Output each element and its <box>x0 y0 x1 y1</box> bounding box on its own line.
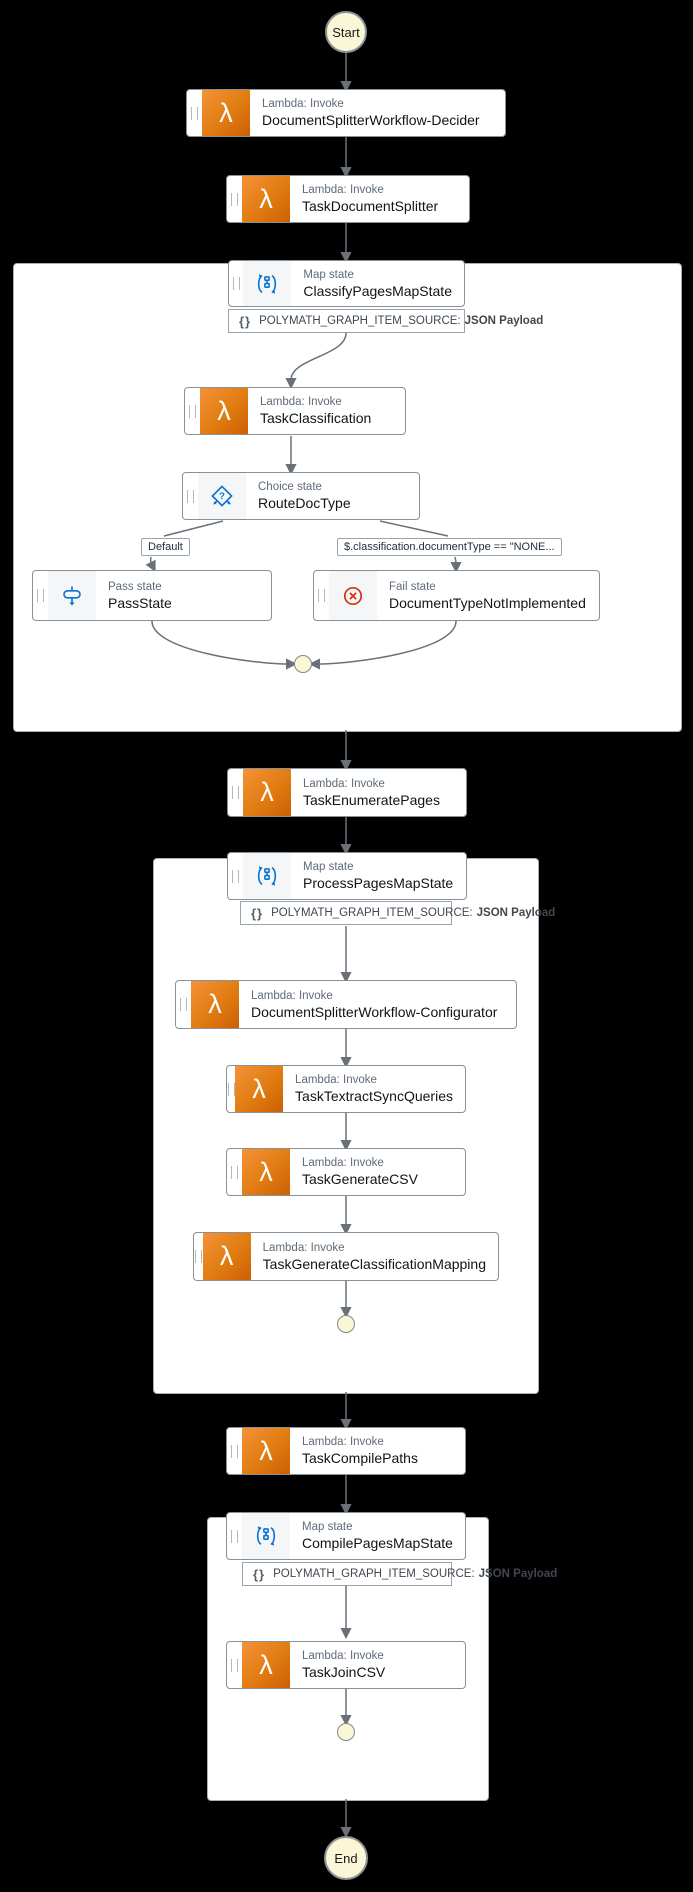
state-name: CompilePagesMapState <box>302 1535 453 1551</box>
state-node-enumerate-pages[interactable] <box>227 768 467 817</box>
drag-handle[interactable] <box>228 769 243 816</box>
drag-handle[interactable] <box>227 1642 242 1688</box>
braces-icon: {} <box>239 313 252 329</box>
fail-circle-x-icon <box>329 571 377 620</box>
state-name: TaskEnumeratePages <box>303 791 440 808</box>
state-name: RouteDocType <box>258 495 351 511</box>
state-type-label: Map state <box>303 861 354 873</box>
state-node-route-doc-type[interactable] <box>182 472 420 520</box>
svg-text:?: ? <box>219 491 225 503</box>
choice-diamond-icon <box>198 473 246 519</box>
choice-label-default: Default <box>141 538 190 556</box>
drag-handle[interactable] <box>227 1513 242 1559</box>
edge-fail-merge <box>318 621 456 664</box>
edge-route-cond <box>380 521 448 536</box>
state-type-label: Lambda: Invoke <box>302 184 384 196</box>
lambda-icon: λ <box>242 176 290 222</box>
state-name: PassState <box>108 594 172 611</box>
state-node-classify-pages-map[interactable] <box>228 260 465 307</box>
state-node-process-pages-map[interactable] <box>227 852 467 900</box>
state-type-label: Lambda: Invoke <box>260 396 342 408</box>
edge-route-default <box>164 521 223 536</box>
pass-through-icon <box>48 571 96 620</box>
lambda-icon: λ <box>235 1066 283 1112</box>
state-type-label: Lambda: Invoke <box>302 1650 384 1662</box>
edge-cond-fail <box>455 557 456 564</box>
terminal-circle <box>337 1723 355 1741</box>
state-type-label: Fail state <box>389 580 436 593</box>
state-name: DocumentSplitterWorkflow-Decider <box>262 112 480 128</box>
lambda-icon: λ <box>242 1428 290 1474</box>
braces-icon: {} <box>251 905 264 921</box>
state-node-pass-state[interactable] <box>32 570 272 621</box>
item-source-badge <box>240 901 556 925</box>
drag-handle[interactable] <box>176 981 191 1028</box>
lambda-icon: λ <box>243 769 291 816</box>
lambda-icon: λ <box>200 388 248 434</box>
item-source-label: POLYMATH_GRAPH_ITEM_SOURCE: <box>259 315 461 327</box>
item-source-value: JSON Payload <box>476 907 556 919</box>
item-source-value: JSON Payload <box>478 1568 558 1580</box>
state-type-label: Map state <box>302 1521 353 1533</box>
item-source-label: POLYMATH_GRAPH_ITEM_SOURCE: <box>273 1568 475 1580</box>
terminal-circle <box>294 655 312 673</box>
drag-handle[interactable] <box>185 388 200 434</box>
state-type-label: Lambda: Invoke <box>303 777 385 790</box>
drag-handle[interactable] <box>194 1233 203 1280</box>
lambda-icon: λ <box>191 981 239 1028</box>
map-loop-icon <box>243 853 291 899</box>
state-name: TaskTextractSyncQueries <box>295 1088 453 1104</box>
state-name: TaskCompilePaths <box>302 1450 418 1466</box>
state-node-join-csv[interactable] <box>226 1641 466 1689</box>
drag-handle[interactable] <box>227 176 242 222</box>
state-name: TaskClassification <box>260 410 372 426</box>
drag-handle[interactable] <box>314 571 329 620</box>
drag-handle[interactable] <box>187 90 202 136</box>
state-name: DocumentTypeNotImplemented <box>389 594 586 611</box>
item-source-badge <box>242 1562 558 1586</box>
drag-handle[interactable] <box>227 1066 235 1112</box>
lambda-icon: λ <box>203 1233 251 1280</box>
state-node-document-splitter[interactable] <box>226 175 470 223</box>
state-node-configurator[interactable] <box>175 980 517 1029</box>
choice-label-not-implemented: $.classification.documentType == "NONE... <box>337 538 562 556</box>
state-type-label: Lambda: Invoke <box>251 989 333 1002</box>
state-type-label: Lambda: Invoke <box>302 1157 384 1169</box>
drag-handle[interactable] <box>229 261 243 306</box>
state-type-label: Lambda: Invoke <box>295 1074 377 1086</box>
state-node-textract-sync-queries[interactable] <box>226 1065 466 1113</box>
item-source-badge <box>228 309 544 333</box>
state-name: ProcessPagesMapState <box>303 875 454 891</box>
state-name: TaskGenerateClassificationMapping <box>262 1255 486 1272</box>
state-node-doc-type-not-implemented[interactable] <box>313 570 600 621</box>
state-name: TaskGenerateCSV <box>302 1171 418 1187</box>
end-label: End <box>334 1850 358 1866</box>
edge-pass-merge <box>152 621 288 664</box>
drag-handle[interactable] <box>228 853 243 899</box>
state-node-classification[interactable] <box>184 387 406 435</box>
start-label: Start <box>332 24 360 40</box>
state-node-compile-pages-map[interactable] <box>226 1512 466 1560</box>
state-type-label: Lambda: Invoke <box>302 1436 384 1448</box>
drag-handle[interactable] <box>33 571 48 620</box>
terminal-circle <box>337 1315 355 1333</box>
state-name: TaskDocumentSplitter <box>302 198 439 214</box>
state-type-label: Map state <box>303 268 354 281</box>
state-node-generate-classification-mapping[interactable] <box>193 1232 499 1281</box>
state-node-decider[interactable] <box>186 89 506 137</box>
drag-handle[interactable] <box>183 473 198 519</box>
map-loop-icon <box>243 261 291 306</box>
lambda-icon: λ <box>242 1149 290 1195</box>
lambda-icon: λ <box>242 1642 290 1688</box>
state-node-generate-csv[interactable] <box>226 1148 466 1196</box>
state-name: TaskJoinCSV <box>302 1664 386 1680</box>
state-name: DocumentSplitterWorkflow-Configurator <box>251 1003 498 1020</box>
item-source-label: POLYMATH_GRAPH_ITEM_SOURCE: <box>271 907 473 919</box>
edge-badge-classification <box>291 333 346 380</box>
end-node <box>324 1836 368 1880</box>
drag-handle[interactable] <box>227 1428 242 1474</box>
edge-default-pass <box>151 557 152 564</box>
state-type-label: Choice state <box>258 481 322 493</box>
state-name: ClassifyPagesMapState <box>303 282 452 299</box>
drag-handle[interactable] <box>227 1149 242 1195</box>
start-node <box>325 11 367 53</box>
map-loop-icon <box>242 1513 290 1559</box>
item-source-value: JSON Payload <box>464 315 544 327</box>
state-type-label: Lambda: Invoke <box>262 1241 345 1254</box>
state-type-label: Lambda: Invoke <box>262 98 344 110</box>
state-node-compile-paths[interactable] <box>226 1427 466 1475</box>
state-type-label: Pass state <box>108 580 162 593</box>
braces-icon: {} <box>253 1566 266 1582</box>
lambda-icon: λ <box>202 90 250 136</box>
